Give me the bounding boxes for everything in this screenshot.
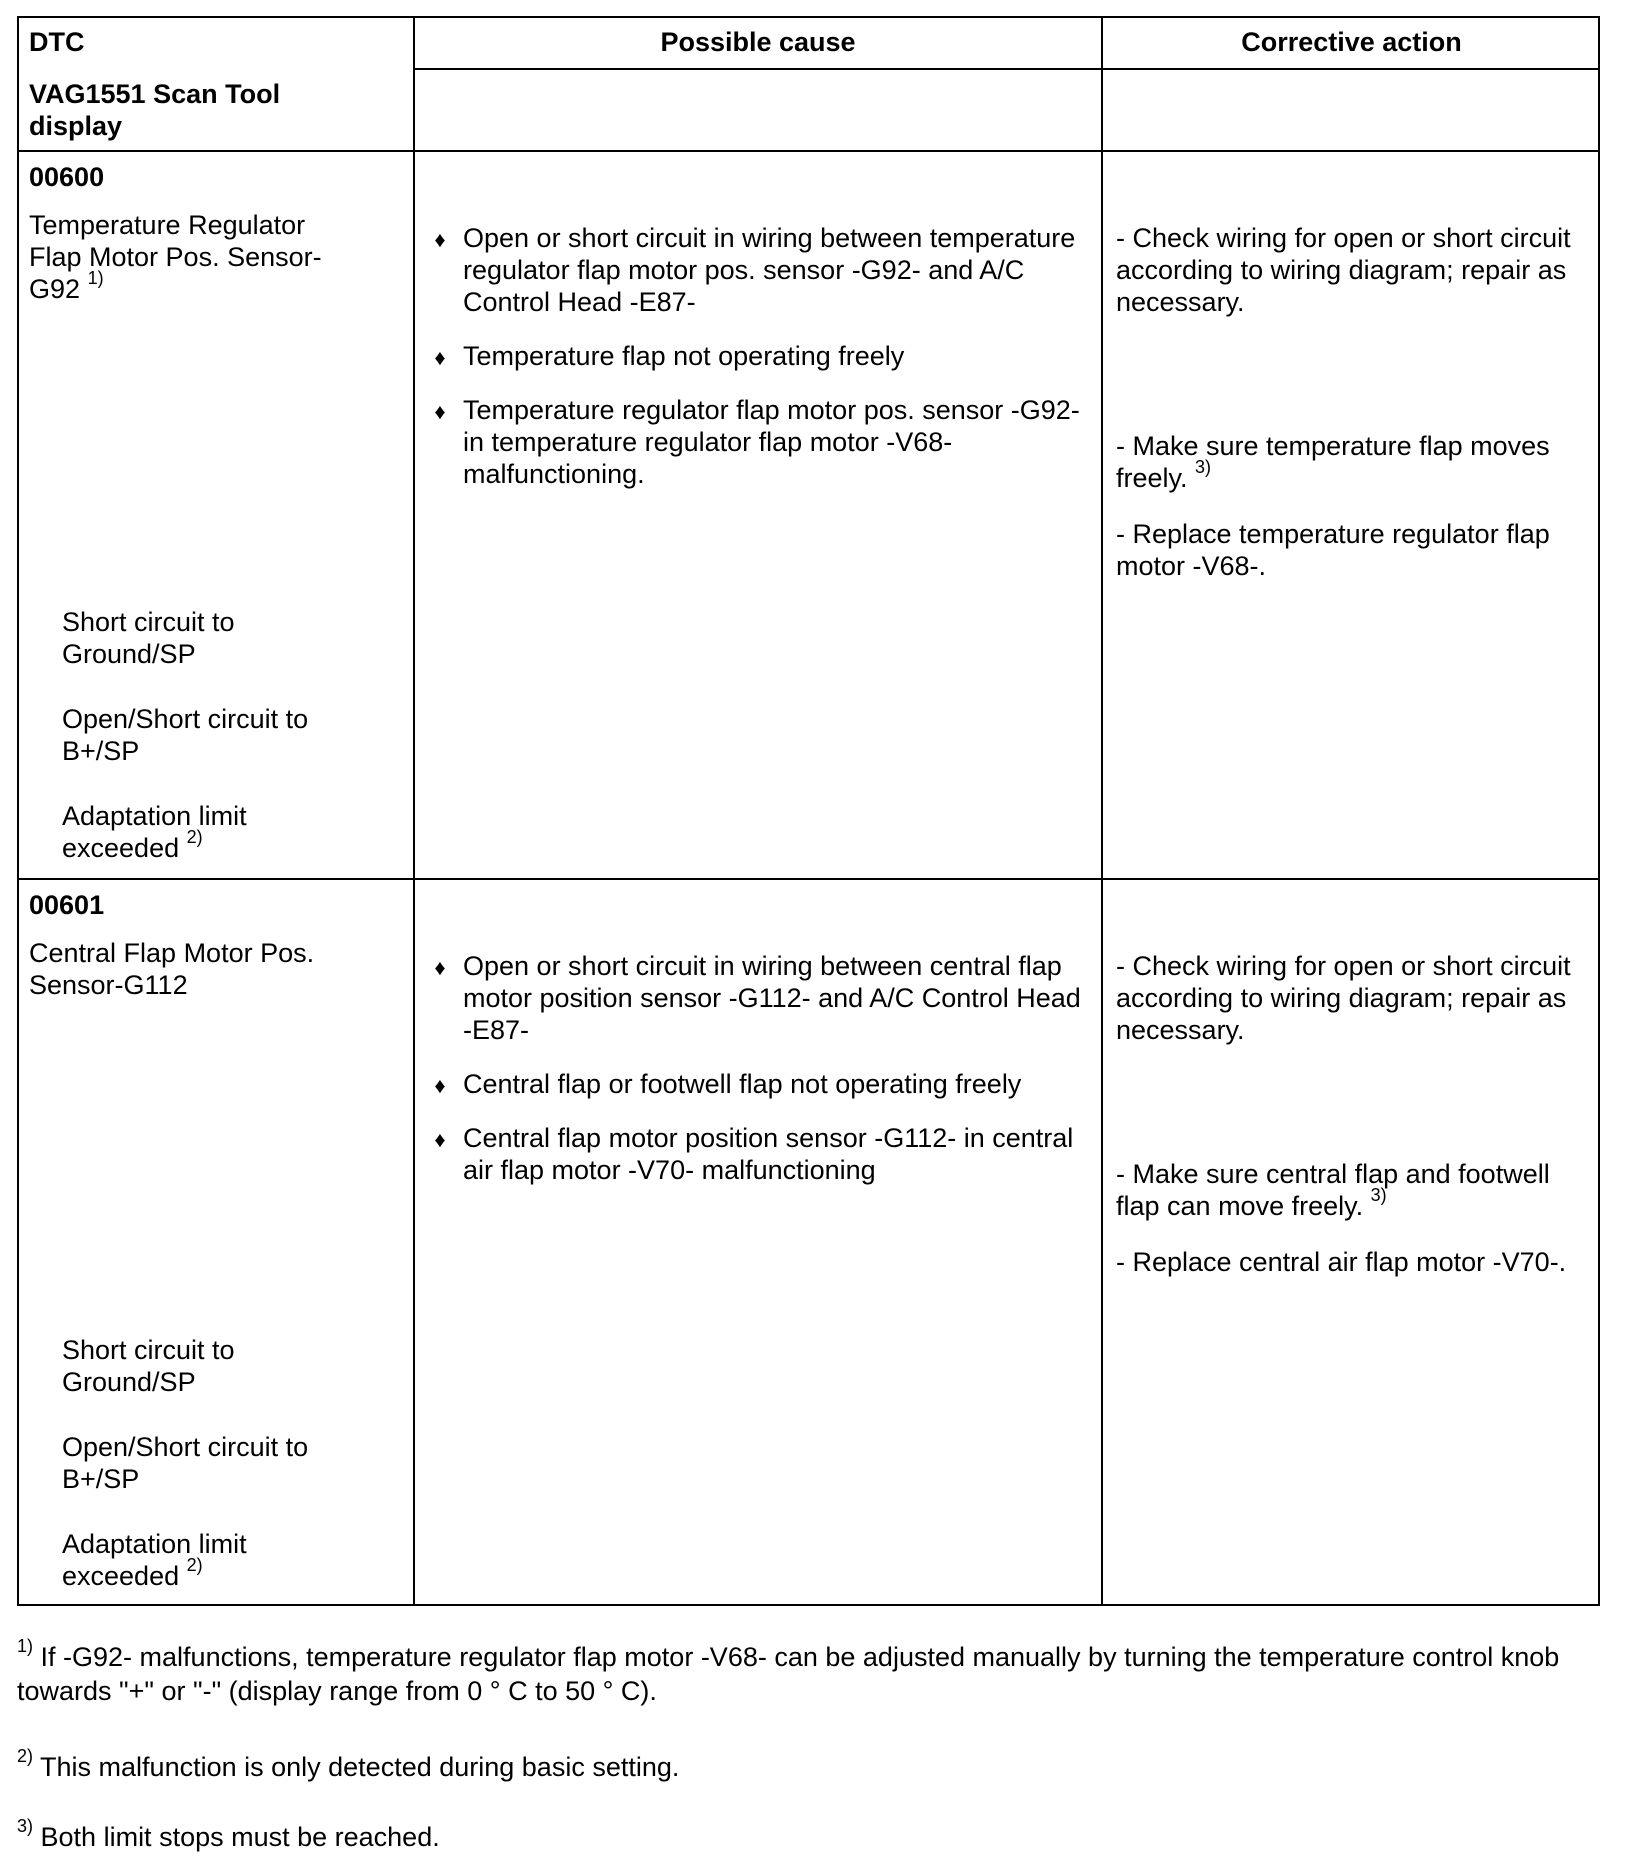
footnote-ref: 3) [1195,457,1212,477]
dtc-code: 00600 [29,162,105,192]
possible-cause: Temperature regulator flap motor pos. sensor -G92- in temperature regulator flap motor -V68- malfunctioning. [463,395,1080,489]
footnote-ref: 2) [186,1555,203,1575]
dtc-condition: Short circuit to Ground/SP [62,607,235,669]
row-divider [19,150,1598,152]
corrective-action: - Replace temperature regulator flap motor -V68-. [1116,519,1550,581]
footnote-text: Both limit stops must be reached. [40,1822,440,1852]
footnote-mark: 2) [17,1746,34,1766]
corrective-action: - Check wiring for open or short circuit according to wiring diagram; repair as necessary. [1116,951,1571,1045]
header-dtc: DTC [29,27,85,57]
possible-cause: Temperature flap not operating freely [463,341,905,371]
dtc-condition: Open/Short circuit to B+/SP [62,1432,309,1494]
header-possible-cause: Possible cause [660,27,856,57]
footnote [17,1816,1607,1854]
bullet-icon: ♦ [434,399,446,424]
dtc-condition-text: Adaptation limit exceeded [62,801,247,863]
footnote-ref: 1) [87,268,104,288]
bullet-icon: ♦ [434,1127,446,1152]
corrective-action [1116,1158,1596,1222]
column-divider [413,18,415,1604]
possible-cause: Open or short circuit in wiring between temperature regulator flap motor pos. sensor -G92- and A/C Control Head -E87- [463,223,1076,317]
possible-cause: Central flap or footwell flap not operating freely [463,1069,1022,1099]
dtc-component [29,209,359,305]
corrective-action-text: - Make sure temperature flap moves freely. [1116,431,1550,493]
dtc-condition-text: Adaptation limit exceeded [62,1529,247,1591]
footnote-ref: 2) [186,827,203,847]
dtc-condition [62,800,322,864]
footnote-mark: 3) [17,1816,34,1836]
column-divider [1101,18,1103,1604]
row-divider [19,878,1598,880]
footnote [17,1636,1607,1708]
dtc-component: Central Flap Motor Pos. Sensor-G112 [29,938,315,1000]
footnote-mark: 1) [17,1636,34,1656]
corrective-action: - Replace central air flap motor -V70-. [1116,1247,1567,1277]
bullet-icon: ♦ [434,227,446,252]
corrective-action [1116,430,1596,494]
corrective-action: - Check wiring for open or short circuit according to wiring diagram; repair as necessary. [1116,223,1571,317]
dtc-component-text: Temperature Regulator Flap Motor Pos. Sensor-G92 [29,210,322,304]
dtc-condition [62,1528,322,1592]
bullet-icon: ♦ [434,345,446,370]
dtc-condition: Short circuit to Ground/SP [62,1335,235,1397]
dtc-table [17,16,1600,1606]
bullet-icon: ♦ [434,1073,446,1098]
possible-cause: Central flap motor position sensor -G112- in central air flap motor -V70- malfunctioning [463,1123,1074,1185]
header-corrective-action: Corrective action [1241,27,1462,57]
dtc-code: 00601 [29,890,105,920]
header-scan-tool-display: VAG1551 Scan Tool display [29,79,281,141]
bullet-icon: ♦ [434,955,446,980]
footnote [17,1746,1607,1784]
footnote-text: If -G92- malfunctions, temperature regulator flap motor -V68- can be adjusted manually by turning the temperature control knob towards "+" or "-" (display range from 0 ° C to 50 ° C). [17,1642,1560,1706]
possible-cause: Open or short circuit in wiring between central flap motor position sensor -G112- and A/C Control Head -E87- [463,951,1081,1045]
footnote-ref: 3) [1370,1185,1387,1205]
row-divider [413,68,1598,70]
footnote-text: This malfunction is only detected during basic setting. [40,1752,680,1782]
corrective-action-text: - Make sure central flap and footwell flap can move freely. [1116,1159,1550,1221]
dtc-condition: Open/Short circuit to B+/SP [62,704,309,766]
